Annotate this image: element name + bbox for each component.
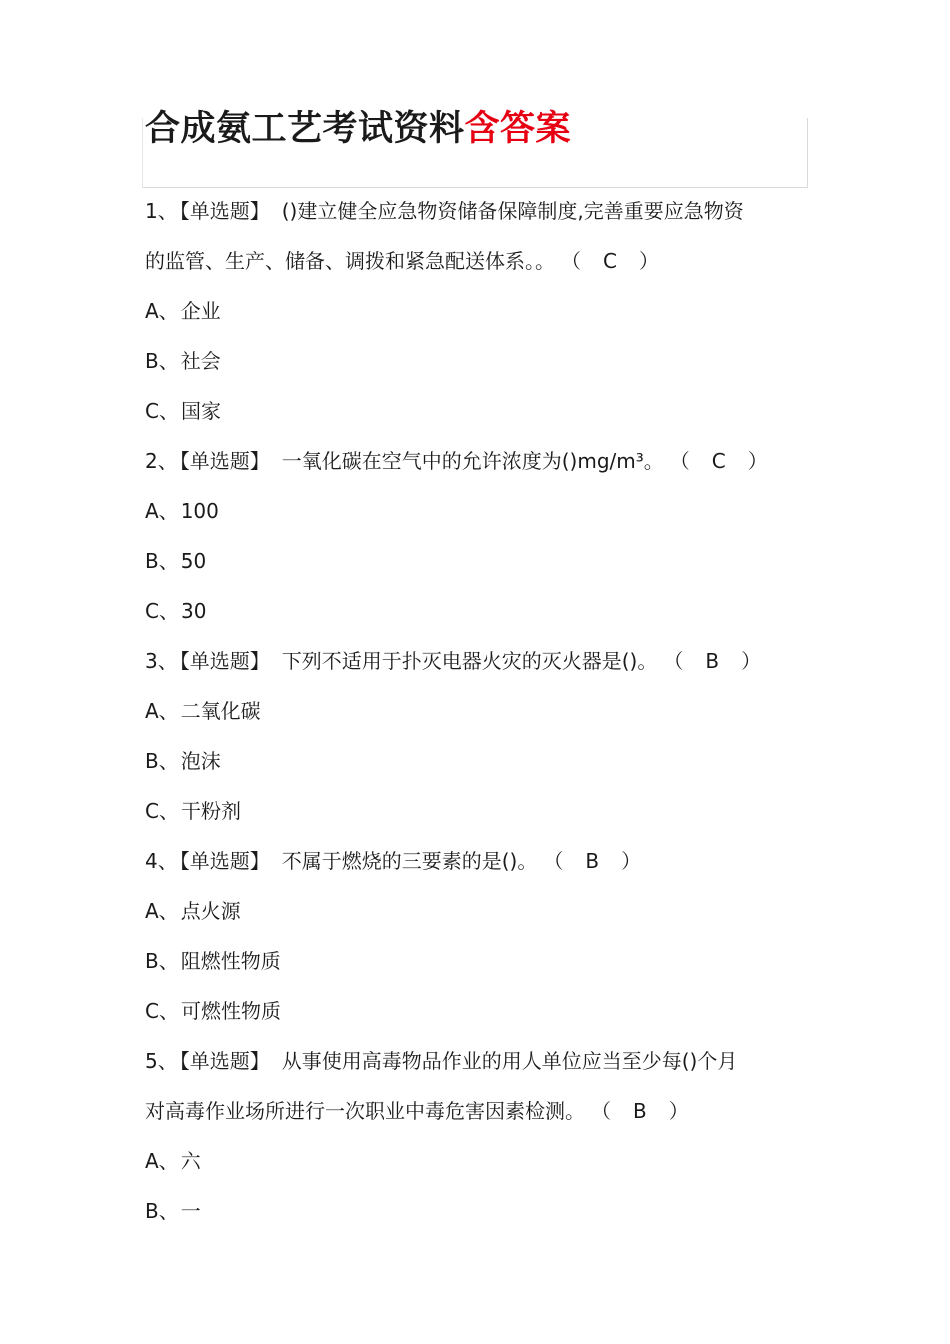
question-stem <box>145 1036 810 1086</box>
answer-close-paren: ） <box>741 649 762 673</box>
question-text: 一氧化碳在空气中的允许浓度为()mg/m³。 <box>281 449 664 473</box>
option-text: 泡沫 <box>180 749 221 773</box>
title-accent: 含答案 <box>464 109 572 149</box>
answer-open-paren: （ <box>669 449 690 473</box>
answer-open-paren: （ <box>543 849 564 873</box>
option-label: A、 <box>145 499 179 523</box>
option-text: 一 <box>180 1199 201 1223</box>
answer-letter: C <box>711 449 726 473</box>
answer-open-paren: （ <box>561 249 581 273</box>
option-item <box>145 536 810 586</box>
question-text: 对高毒作业场所进行一次职业中毒危害因素检测。 <box>145 1099 585 1123</box>
answer-mark <box>663 636 761 686</box>
answer-close-paren: ） <box>621 849 642 873</box>
answer-close-paren: ） <box>747 449 768 473</box>
question-list <box>145 186 810 1236</box>
option-item <box>145 886 810 936</box>
question-number: 3、 <box>145 649 178 673</box>
option-label: B、 <box>145 749 179 773</box>
question-type: 【单选题】 <box>179 649 270 673</box>
option-text: 六 <box>180 1149 201 1173</box>
question-number: 2、 <box>145 449 178 473</box>
option-label: C、 <box>145 599 179 623</box>
option-item <box>145 1186 810 1236</box>
answer-close-paren: ） <box>638 249 659 273</box>
option-text: 100 <box>180 499 219 523</box>
option-item <box>145 936 810 986</box>
question-number: 5、 <box>145 1049 178 1073</box>
question-text: ()建立健全应急物资储备保障制度,完善重要应急物资 <box>281 199 744 223</box>
question-number: 1、 <box>145 199 178 223</box>
option-label: A、 <box>145 699 179 723</box>
question-text: 不属于燃烧的三要素的是()。 <box>281 849 538 873</box>
document-title <box>145 104 571 154</box>
question-stem-continued <box>145 236 810 286</box>
option-item <box>145 986 810 1036</box>
answer-letter: B <box>633 1099 647 1123</box>
answer-mark <box>561 236 659 286</box>
answer-close-paren: ） <box>668 1099 689 1123</box>
question-stem <box>145 186 810 236</box>
answer-open-paren: （ <box>663 649 684 673</box>
option-text: 二氧化碳 <box>180 699 261 723</box>
question-number: 4、 <box>145 849 178 873</box>
option-text: 国家 <box>180 399 221 423</box>
option-label: A、 <box>145 899 179 923</box>
question-stem <box>145 436 810 486</box>
answer-letter: B <box>585 849 600 873</box>
option-text: 企业 <box>180 299 221 323</box>
question-type: 【单选题】 <box>179 449 270 473</box>
option-text: 点火源 <box>180 899 241 923</box>
question-stem <box>145 636 810 686</box>
question-stem-continued <box>145 1086 810 1136</box>
option-item <box>145 386 810 436</box>
option-text: 可燃性物质 <box>180 999 281 1023</box>
option-item <box>145 736 810 786</box>
question-text: 从事使用高毒物品作业的用人单位应当至少每()个月 <box>281 1049 738 1073</box>
answer-letter: B <box>705 649 720 673</box>
answer-mark <box>670 436 768 486</box>
answer-letter: C <box>603 249 617 273</box>
option-label: B、 <box>145 549 179 573</box>
answer-open-paren: （ <box>591 1099 611 1123</box>
option-item <box>145 286 810 336</box>
option-label: B、 <box>145 949 179 973</box>
title-main: 合成氨工艺考试资料 <box>145 109 465 149</box>
option-item <box>145 486 810 536</box>
option-label: C、 <box>145 399 179 423</box>
option-text: 30 <box>180 599 207 623</box>
option-item <box>145 336 810 386</box>
option-item <box>145 686 810 736</box>
question-text: 下列不适用于扑灭电器火灾的灭火器是()。 <box>281 649 658 673</box>
option-text: 社会 <box>180 349 221 373</box>
option-item <box>145 1136 810 1186</box>
option-label: C、 <box>145 799 179 823</box>
option-text: 阻燃性物质 <box>180 949 281 973</box>
option-item <box>145 586 810 636</box>
option-label: A、 <box>145 299 179 323</box>
question-type: 【单选题】 <box>179 849 270 873</box>
question-stem <box>145 836 810 886</box>
answer-mark <box>543 836 641 886</box>
option-label: C、 <box>145 999 179 1023</box>
option-text: 干粉剂 <box>180 799 241 823</box>
answer-mark <box>591 1086 689 1136</box>
option-label: B、 <box>145 1199 179 1223</box>
option-label: B、 <box>145 349 179 373</box>
question-type: 【单选题】 <box>179 199 270 223</box>
question-type: 【单选题】 <box>179 1049 270 1073</box>
option-text: 50 <box>180 549 207 573</box>
option-item <box>145 786 810 836</box>
question-text: 的监管、生产、储备、调拨和紧急配送体系。。 <box>145 249 555 273</box>
option-label: A、 <box>145 1149 179 1173</box>
